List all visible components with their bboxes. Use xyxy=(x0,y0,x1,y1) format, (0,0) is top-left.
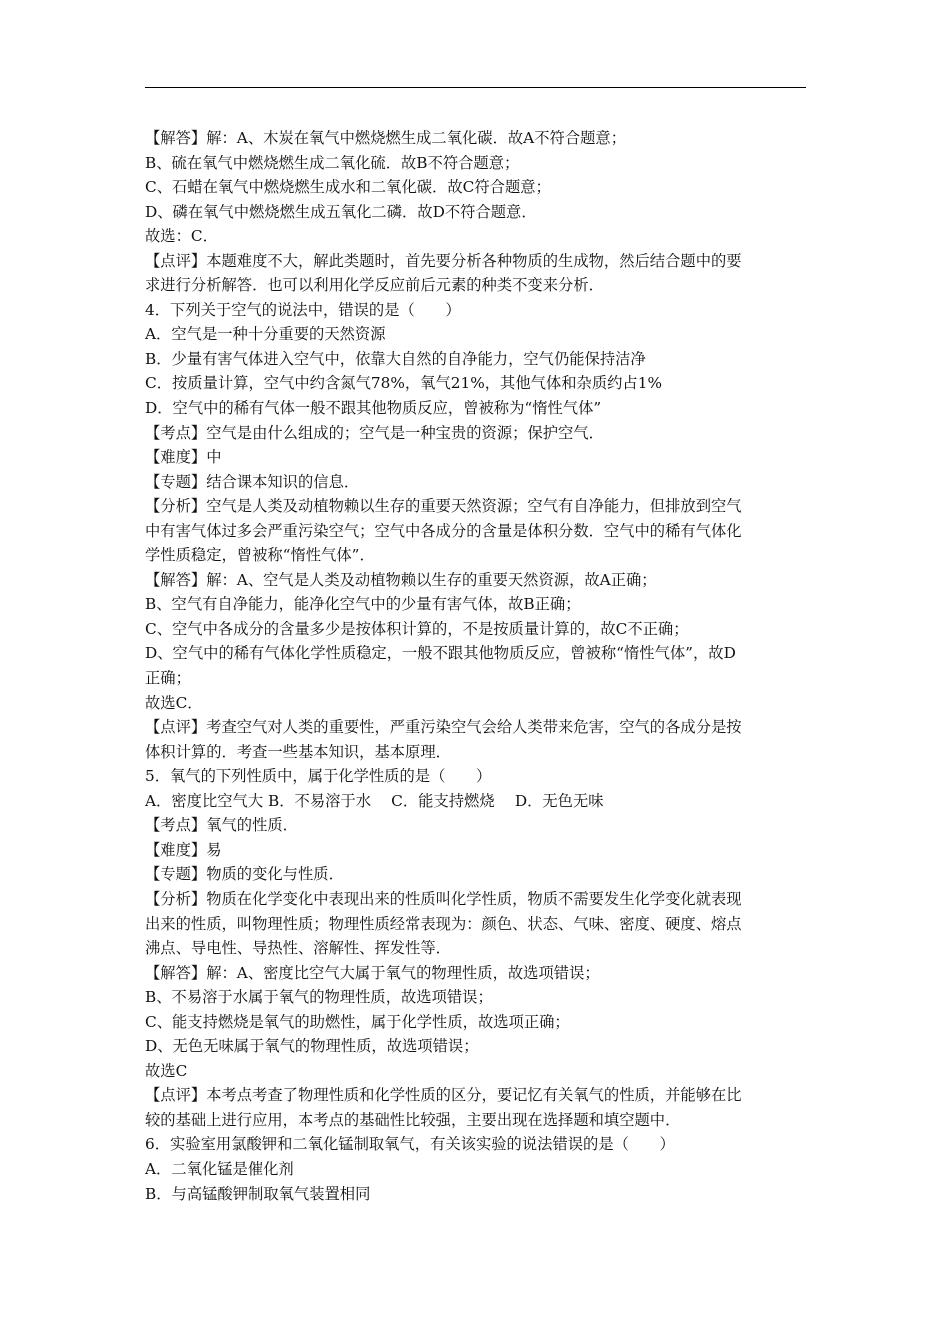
text-line: 正确； xyxy=(145,669,191,688)
document-body xyxy=(145,126,809,1206)
text-line: 学性质稳定，曾被称“惰性气体”． xyxy=(145,546,375,565)
text-line: 故选C． xyxy=(145,693,203,712)
text-line: B、硫在氧气中燃烧燃生成二氧化硫．故B不符合题意； xyxy=(145,153,520,172)
text-line: 中有害气体过多会严重污染空气；空气中各成分的含量是体积分数．空气中的稀有气体化 xyxy=(145,521,742,540)
text-line: 【解答】解：A、密度比空气大属于氧气的物理性质，故选项错误； xyxy=(145,963,600,982)
text-line: 出来的性质，叫物理性质；物理性质经常表现为：颜色、状态、气味、密度、硬度、熔点 xyxy=(145,914,742,933)
text-line: 故选：C． xyxy=(145,227,218,246)
text-line: 【考点】空气是由什么组成的；空气是一种宝贵的资源；保护空气． xyxy=(145,423,604,442)
option-line: A．二氧化锰是催化剂 xyxy=(145,1159,294,1178)
option-line: B．少量有害气体进入空气中，依靠大自然的自净能力，空气仍能保持洁净 xyxy=(145,349,646,368)
text-line: 【专题】结合课本知识的信息． xyxy=(145,472,360,491)
question-4-stem: 4．下列关于空气的说法中，错误的是（ ） xyxy=(145,300,461,319)
text-line: 求进行分析解答．也可以利用化学反应前后元素的种类不变来分析． xyxy=(145,276,604,295)
text-line: 沸点、导电性、导热性、溶解性、挥发性等． xyxy=(145,939,451,958)
header-rule xyxy=(145,87,806,88)
text-line: B、不易溶于水属于氧气的物理性质，故选项错误； xyxy=(145,988,493,1007)
text-line: 【专题】物质的变化与性质． xyxy=(145,865,344,884)
text-line: 【解答】解：A、空气是人类及动植物赖以生存的重要天然资源，故A正确； xyxy=(145,570,657,589)
text-line: 【考点】氧气的性质． xyxy=(145,816,298,835)
text-line: 较的基础上进行应用，本考点的基础性比较强，主要出现在选择题和填空题中． xyxy=(145,1110,681,1129)
text-line: 【点评】考查空气对人类的重要性，严重污染空气会给人类带来危害，空气的各成分是按 xyxy=(145,718,742,737)
option-line: D．空气中的稀有气体一般不跟其他物质反应，曾被称为“惰性气体” xyxy=(145,399,602,418)
text-line: D、磷在氧气中燃烧燃生成五氧化二磷．故D不符合题意． xyxy=(145,202,537,221)
option-line: B．与高锰酸钾制取氧气装置相同 xyxy=(145,1184,371,1203)
option-line: C．按质量计算，空气中约含氮气78%，氧气21%，其他气体和杂质约占1% xyxy=(145,374,662,393)
text-line: 【解答】解：A、木炭在氧气中燃烧燃生成二氧化碳．故A不符合题意； xyxy=(145,129,627,147)
text-line: D、空气中的稀有气体化学性质稳定，一般不跟其他物质反应，曾被称“惰性气体”，故D xyxy=(145,644,736,663)
text-line: 【分析】空气是人类及动植物赖以生存的重要天然资源；空气有自净能力，但排放到空气 xyxy=(145,497,742,516)
text-line: B、空气有自净能力，能净化空气中的少量有害气体，故B正确； xyxy=(145,595,581,614)
text-line: 【点评】本题难度不大，解此类题时，首先要分析各种物质的生成物，然后结合题中的要 xyxy=(145,251,742,270)
text-line: 【难度】易 xyxy=(145,840,222,859)
option-line: A．空气是一种十分重要的天然资源 xyxy=(145,325,386,344)
text-line: 体积计算的．考查一些基本知识，基本原理． xyxy=(145,742,451,761)
text-line: D、无色无味属于氧气的物理性质，故选项错误； xyxy=(145,1037,479,1056)
text-line: 故选C xyxy=(145,1061,188,1080)
text-line: C、能支持燃烧是氧气的助燃性，属于化学性质，故选项正确； xyxy=(145,1012,570,1031)
text-line: 【分析】物质在化学变化中表现出来的性质叫化学性质，物质不需要发生化学变化就表现 xyxy=(145,889,742,908)
option-line: A．密度比空气大 B．不易溶于水 C．能支持燃烧 D．无色无味 xyxy=(145,791,604,810)
text-line: 【难度】中 xyxy=(145,448,222,467)
text-line: C、石蜡在氧气中燃烧燃生成水和二氧化碳．故C符合题意； xyxy=(145,178,551,197)
text-line: C、空气中各成分的含量多少是按体积计算的，不是按质量计算的，故C不正确； xyxy=(145,619,689,638)
text-line: 【点评】本考点考查了物理性质和化学性质的区分，要记忆有关氧气的性质，并能够在比 xyxy=(145,1086,742,1105)
question-6-stem: 6．实验室用氯酸钾和二氧化锰制取氧气，有关该实验的说法错误的是（ ） xyxy=(145,1135,675,1154)
question-5-stem: 5．氧气的下列性质中，属于化学性质的是（ ） xyxy=(145,767,492,786)
